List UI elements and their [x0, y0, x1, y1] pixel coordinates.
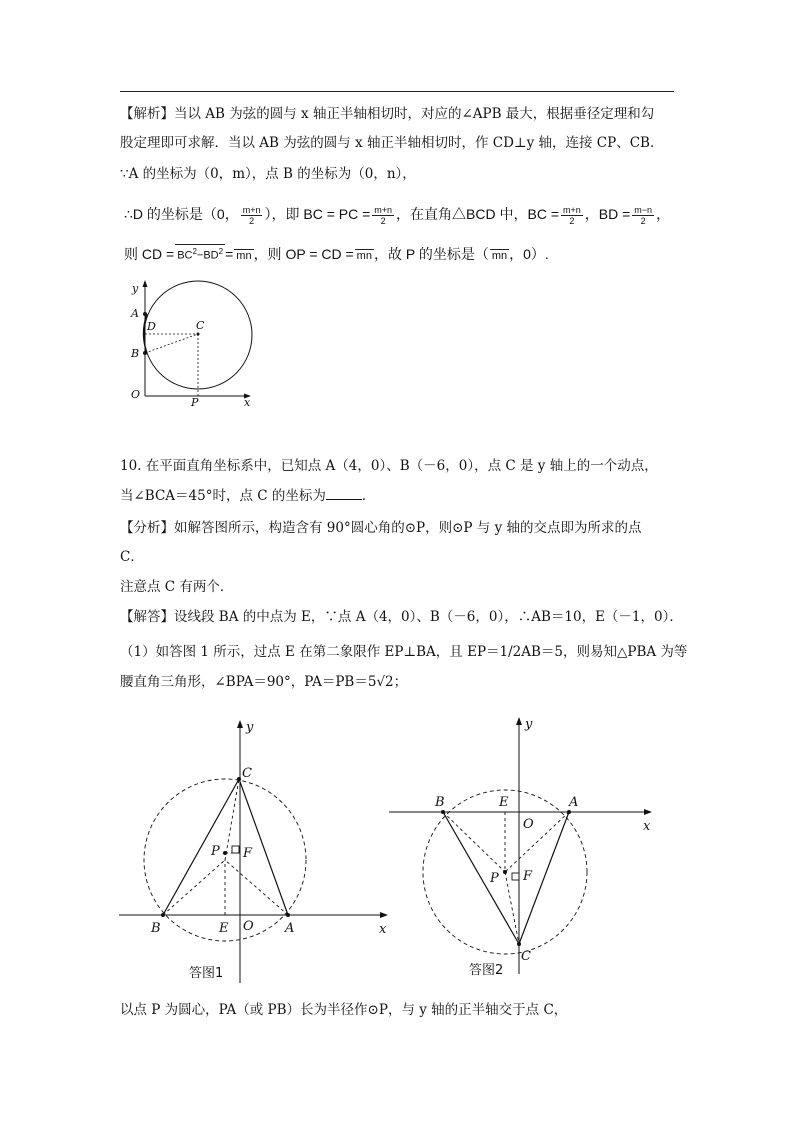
figure-answer-2: [385, 712, 665, 982]
label-x: x: [244, 396, 251, 408]
label-c: C: [196, 319, 205, 332]
analysis-line-1: 【解析】当以 AB 为弦的圆与 x 轴正半轴相切时，对应的∠APB 最大，根据垂径定理和勾: [120, 106, 655, 122]
analysis-10-line-1: 【分析】如解答图所示，构造含有 90°圆心角的⊙P，则⊙P 与 y 轴的交点即为所求的点: [120, 520, 642, 536]
point-a: [567, 810, 571, 814]
right-angle-mark: [512, 873, 519, 880]
label-b: B: [151, 921, 161, 936]
label-a: A: [569, 795, 579, 810]
right-angle-mark: [232, 846, 239, 853]
segment-bc: [443, 812, 519, 944]
analysis-line-4: ∴D 的坐标是（0， $\frac{m+n}{2}$ ），即 BC = PC = $\frac{m+n}{2}$ ，在直角△BCD 中，BC = $\frac{m+n}{2}$ ，BD = $\frac{m-n}{2}$ ，: [124, 204, 671, 226]
segment-pc: [505, 872, 519, 944]
sqrt-mn: mn: [236, 250, 252, 262]
solution-line-2: （1）如答图 1 所示，过点 E 在第二象限作 EP⊥BA，且 EP＝1/2AB＝5，则易知△PBA 为等: [120, 644, 688, 660]
sqrt-mn: mn: [491, 250, 508, 262]
label-p: P: [490, 871, 499, 886]
label-x: x: [643, 819, 651, 834]
answer-blank: [326, 487, 362, 500]
analysis-line-2: 股定理即可求解．当以 AB 为弦的圆与 x 轴正半轴相切时，作 CD⊥y 轴，连接 CP、CB．: [120, 135, 664, 151]
fraction-m-plus-n: $\frac{m+n}{2}$: [374, 204, 393, 226]
problem-10-line-1: 10. 在平面直角坐标系中，已知点 A（4，0）、B（－6，0），点 C 是 y 轴上的一个动点，: [120, 458, 658, 474]
y-axis-arrow: [237, 720, 243, 728]
fraction-m-minus-n: $\frac{m-n}{2}$: [634, 204, 653, 226]
top-rule: [120, 91, 674, 92]
caption: 答图2: [469, 963, 504, 978]
label-p: P: [191, 396, 199, 408]
label-y: y: [525, 717, 533, 732]
label-d: D: [147, 320, 156, 333]
label-o: O: [523, 817, 534, 832]
label-b: B: [131, 347, 140, 360]
x-axis-arrow: [644, 809, 652, 815]
problem-10-line-2: 当∠BCA＝45°时，点 C 的坐标为 ．: [120, 488, 376, 504]
label-a: A: [131, 307, 139, 320]
segment-bp: [163, 860, 225, 915]
point-p: [223, 851, 227, 855]
point-b: [441, 810, 445, 814]
fraction-m-plus-n: $\frac{m+n}{2}$: [242, 204, 261, 226]
label-x: x: [379, 922, 387, 937]
label-o: O: [243, 919, 254, 934]
point-a: [143, 312, 147, 316]
label-o: O: [131, 388, 141, 401]
label-c: C: [242, 766, 252, 781]
figure-tangent-circle: [125, 278, 260, 408]
label-p: P: [211, 844, 220, 859]
label-y: y: [132, 282, 139, 295]
analysis-line-5: 则 CD = $BC^2-BD^2$ = mn ，则 OP = CD = mn ，故 P 的坐标是（ mn ，0）.: [124, 246, 549, 262]
segment-ap: [505, 812, 569, 872]
label-c: C: [521, 949, 531, 964]
point-b: [161, 913, 165, 917]
caption: 答图1: [189, 966, 224, 981]
point-a: [286, 913, 290, 917]
fraction-m-plus-n: $\frac{m+n}{2}$: [563, 204, 581, 226]
label-b: B: [435, 795, 445, 810]
analysis-line-3: ∵A 的坐标为（0，m），点 B 的坐标为（0，n），: [120, 166, 416, 182]
analysis-10-line-2: C．: [120, 549, 144, 565]
label-f: F: [243, 846, 253, 861]
label-e: E: [219, 921, 229, 936]
figure-answer-1: [115, 715, 395, 990]
point-c: [517, 942, 521, 946]
analysis-10-line-3: 注意点 C 有两个．: [120, 579, 234, 595]
point-c: [237, 777, 241, 781]
sqrt-expression: $BC^2-BD^2$: [175, 244, 225, 263]
y-axis-arrow: [143, 280, 148, 287]
point-p: [503, 870, 507, 874]
label-a: A: [285, 921, 295, 936]
label-e: E: [499, 795, 509, 810]
solution-line-1: 【解答】设线段 BA 的中点为 E，∵点 A（4，0）、B（－6，0），∴AB＝10，E（－1，0）．: [120, 609, 683, 625]
label-y: y: [246, 720, 254, 735]
solution-line-3: 腰直角三角形，∠BPA＝90°，PA＝PB＝5√2；: [120, 674, 408, 690]
solution-line-4: 以点 P 为圆心，PA（或 PB）长为半径作⊙P，与 y 轴的正半轴交于点 C，: [120, 1002, 568, 1018]
sqrt-mn: mn: [356, 250, 372, 262]
label-f: F: [523, 869, 533, 884]
point-b: [143, 351, 147, 355]
point-c: [197, 333, 200, 336]
y-axis-arrow: [516, 717, 522, 725]
segment-bc: [145, 334, 198, 353]
segment-bp: [443, 812, 505, 872]
